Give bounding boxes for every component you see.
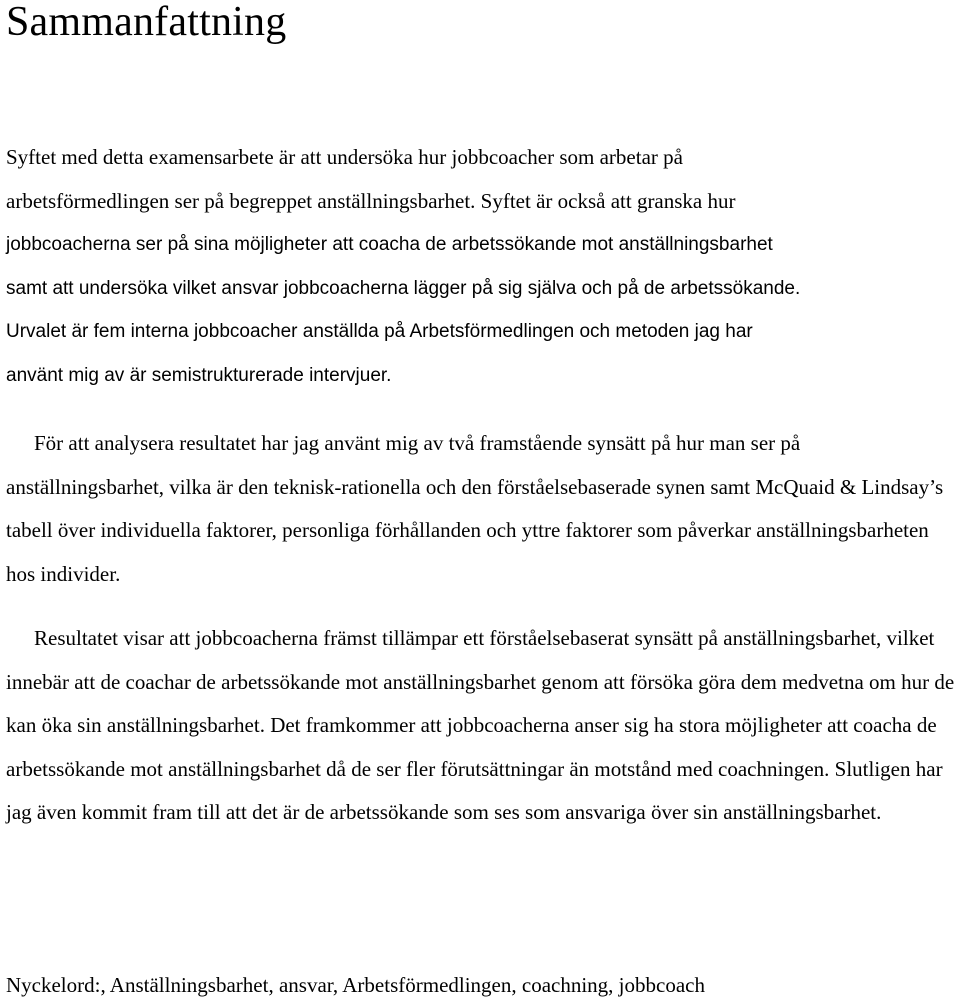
paragraph-1-line-5: Urvalet är fem interna jobbcoacher anställda på Arbetsförmedlingen och metoden jag har xyxy=(6,321,753,343)
paragraph-1-line-1: Syftet med detta examensarbete är att undersöka hur jobbcoacher som arbetar på xyxy=(6,145,683,169)
document-title: Sammanfattning xyxy=(6,0,287,45)
paragraph-1-line-4: samt att undersöka vilket ansvar jobbcoacherna lägger på sig själva och på de arbetssökande. xyxy=(6,277,801,299)
keywords-line: Nyckelord:, Anställningsbarhet, ansvar, Arbetsförmedlingen, coachning, jobbcoach xyxy=(6,973,705,997)
summary-paragraph-2: För att analysera resultatet har jag använt mig av två framstående synsätt på hur man ser på anställningsbarhet, vilka är den teknisk-rationella och den förståelsebaserade synen samt McQuaid & Lindsay’s tabell över individuella faktorer, personliga förhållanden och yttre faktorer som påverkar anställningsbarheten hos individer. xyxy=(6,431,944,586)
paragraph-1-line-3: jobbcoacherna ser på sina möjligheter att coacha de arbetssökande mot anställningsbarhet xyxy=(6,234,773,256)
paragraph-1-line-2: arbetsförmedlingen ser på begreppet anställningsbarhet. Syftet är också att granska hur xyxy=(6,188,736,213)
paragraph-1-line-6: använt mig av är semistrukturerade intervjuer. xyxy=(6,364,392,386)
summary-paragraph-3: Resultatet visar att jobbcoacherna främst tillämpar ett förståelsebaserat synsätt på anställningsbarhet, vilket innebär att de coachar de arbetssökande mot anställningsbarhet genom att försöka göra dem medvetna om hur de kan öka sin anställningsbarhet. Det framkommer att jobbcoacherna anser sig ha stora möjligheter att coacha de arbetssökande mot anställningsbarhet då de ser fler förutsättningar än motstånd med coachningen. Slutligen har jag även kommit fram till att det är de arbetssökande som ses som ansvariga över sin anställningsbarhet. xyxy=(6,626,955,825)
summary-paragraph-1 xyxy=(6,136,958,398)
